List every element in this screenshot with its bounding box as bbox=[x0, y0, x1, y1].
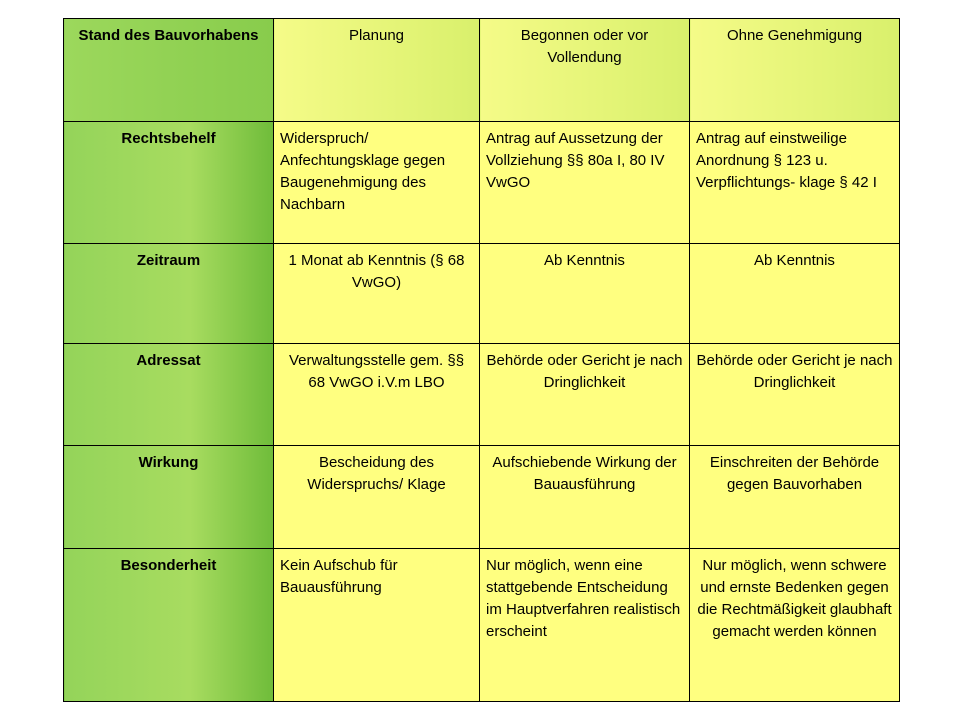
row-label-zeitraum: Zeitraum bbox=[64, 244, 274, 344]
table-cell: Antrag auf einstweilige Anordnung § 123 u. Verpflichtungs- klage § 42 I bbox=[690, 122, 900, 244]
row-label-wirkung: Wirkung bbox=[64, 446, 274, 549]
table-cell: Ab Kenntnis bbox=[690, 244, 900, 344]
table-cell: Antrag auf Aussetzung der Vollziehung §§ 80a I, 80 IV VwGO bbox=[480, 122, 690, 244]
table-row-zeitraum bbox=[64, 244, 900, 344]
comparison-table bbox=[63, 18, 900, 702]
table-cell: Aufschiebende Wirkung der Bauausführung bbox=[480, 446, 690, 549]
table-cell: Einschreiten der Behörde gegen Bauvorhaben bbox=[690, 446, 900, 549]
table-row-rechtsbehelf bbox=[64, 122, 900, 244]
table-cell: Bescheidung des Widerspruchs/ Klage bbox=[274, 446, 480, 549]
header-cell-ohne-genehmigung: Ohne Genehmigung bbox=[690, 19, 900, 122]
table-cell: Kein Aufschub für Bauausführung bbox=[274, 549, 480, 702]
table-row-adressat bbox=[64, 344, 900, 446]
header-cell-status: Stand des Bauvorhabens bbox=[64, 19, 274, 122]
table-cell: Ab Kenntnis bbox=[480, 244, 690, 344]
table-cell: Behörde oder Gericht je nach Dringlichkeit bbox=[480, 344, 690, 446]
row-label-besonderheit: Besonderheit bbox=[64, 549, 274, 702]
table-cell: Nur möglich, wenn schwere und ernste Bedenken gegen die Rechtmäßigkeit glaubhaft gemacht werden können bbox=[690, 549, 900, 702]
table-cell: Nur möglich, wenn eine stattgebende Entscheidung im Hauptverfahren realistisch erscheint bbox=[480, 549, 690, 702]
table-row-besonderheit bbox=[64, 549, 900, 702]
table-row-wirkung bbox=[64, 446, 900, 549]
row-label-rechtsbehelf: Rechtsbehelf bbox=[64, 122, 274, 244]
header-cell-begonnen: Begonnen oder vor Vollendung bbox=[480, 19, 690, 122]
table-cell: Behörde oder Gericht je nach Dringlichkeit bbox=[690, 344, 900, 446]
header-cell-planung: Planung bbox=[274, 19, 480, 122]
table-cell: Verwaltungsstelle gem. §§ 68 VwGO i.V.m LBO bbox=[274, 344, 480, 446]
table-cell: Widerspruch/ Anfechtungsklage gegen Baugenehmigung des Nachbarn bbox=[274, 122, 480, 244]
table-header-row bbox=[64, 19, 900, 122]
table-cell: 1 Monat ab Kenntnis (§ 68 VwGO) bbox=[274, 244, 480, 344]
row-label-adressat: Adressat bbox=[64, 344, 274, 446]
